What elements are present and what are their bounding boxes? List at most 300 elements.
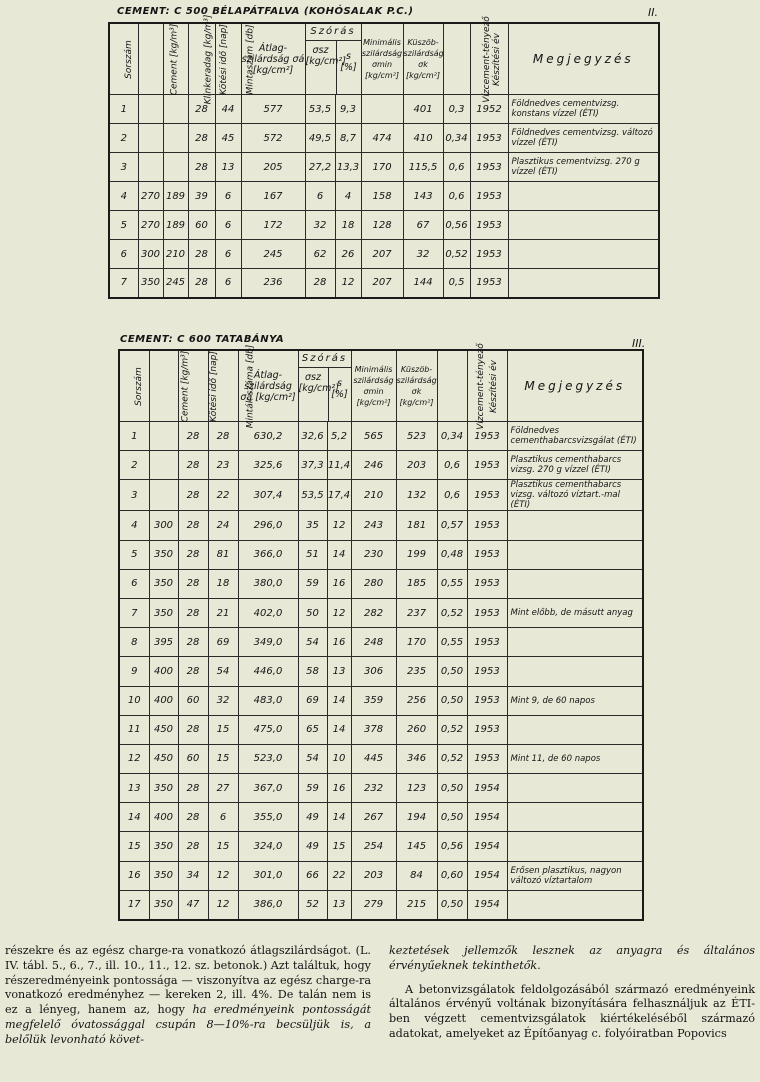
hdr-minimalis: Minimális szilárdság σmin [kg/cm²] [351, 350, 396, 422]
table-cell: 35 [298, 511, 327, 540]
table-cell: 1952 [470, 95, 508, 124]
table-cell: 207 [361, 240, 403, 269]
hdr-minimalis: Minimális szilárdság σmin [kg/cm²] [361, 23, 403, 95]
hdr-koteskor: Kötési idő [nap] [178, 350, 208, 422]
table-cell: 300 [138, 240, 163, 269]
remark-cell: Plasztikus cementhabarcs vizsg. változó víztart.-mal (ÉTI) [507, 480, 643, 511]
remark-cell [507, 628, 643, 657]
table-cell: 5 [119, 540, 149, 569]
table-cell: 1953 [467, 540, 507, 569]
table-cell: 350 [149, 861, 178, 890]
table-cell: 386,0 [238, 890, 298, 919]
table-cell: 22 [208, 480, 238, 511]
table2-header-row [109, 23, 659, 95]
table-cell: 256 [396, 686, 437, 715]
table-cell: 28 [178, 598, 208, 627]
table-cell: 12 [335, 269, 361, 298]
table-cell: 12 [119, 744, 149, 773]
remark-cell: Plasztikus cementvizsg. 270 g vízzel (ÉTI) [508, 153, 659, 182]
table-cell: 245 [163, 269, 188, 298]
table-cell: 1953 [470, 240, 508, 269]
table-cell: 1953 [467, 451, 507, 480]
table-cell: 1953 [467, 511, 507, 540]
table-cell: 0,6 [443, 153, 470, 182]
table-cell: 14 [327, 686, 351, 715]
table-cell: 15 [119, 832, 149, 861]
table-cell: 13 [119, 774, 149, 803]
table-cell: 445 [351, 744, 396, 773]
table-cell: 28 [178, 511, 208, 540]
table-cell: 1953 [467, 628, 507, 657]
table-cell: 565 [351, 422, 396, 451]
table-cell: 410 [403, 124, 443, 153]
table-cell [149, 480, 178, 511]
remark-cell: Erősen plasztikus, nagyon változó víztartalom [507, 861, 643, 890]
table-cell: 301,0 [238, 861, 298, 890]
table-row [109, 124, 659, 153]
table-cell: 577 [241, 95, 305, 124]
remark-cell [507, 511, 643, 540]
table-cell: 3 [109, 153, 138, 182]
table-cell: 0,52 [443, 240, 470, 269]
table-cell: 167 [241, 182, 305, 211]
table-cell: 28 [208, 422, 238, 451]
table-cell: 5,2 [327, 422, 351, 451]
hdr-cement: Cement [kg/m³] [149, 350, 178, 422]
table-cell: 8 [119, 628, 149, 657]
table-cell: 15 [208, 832, 238, 861]
table-cell [163, 153, 188, 182]
table-cell: 523 [396, 422, 437, 451]
table-cell: 54 [298, 744, 327, 773]
table-cell: 2 [119, 451, 149, 480]
table-cell: 194 [396, 803, 437, 832]
table-cell: 12 [327, 598, 351, 627]
table-row [119, 657, 643, 686]
table-cell: 324,0 [238, 832, 298, 861]
hdr-mintaszam: Minták száma [db] [208, 350, 238, 422]
table-cell: 0,60 [437, 861, 467, 890]
table-cell: 16 [327, 628, 351, 657]
table-cell: 6 [119, 569, 149, 598]
table-cell [138, 153, 163, 182]
table3-body [119, 422, 643, 920]
table-cell: 401 [403, 95, 443, 124]
remark-cell [507, 832, 643, 861]
table-cell: 0,52 [437, 598, 467, 627]
table-cell: 170 [361, 153, 403, 182]
table-cell: 0,34 [437, 422, 467, 451]
remark-cell: Mint 11, de 60 napos [507, 744, 643, 773]
hdr-szoras: Szórás σsz [kg/cm²] s [%] [298, 350, 351, 422]
table-row [119, 540, 643, 569]
table-cell: 32 [403, 240, 443, 269]
table3-number: III. [632, 337, 646, 350]
table-row [119, 832, 643, 861]
table-cell: 13 [327, 890, 351, 919]
table-cell: 4 [119, 511, 149, 540]
table-cell: 143 [403, 182, 443, 211]
remark-cell [507, 774, 643, 803]
table-row [119, 744, 643, 773]
table-cell: 210 [351, 480, 396, 511]
table-cell: 6 [215, 240, 241, 269]
table-cell: 350 [149, 540, 178, 569]
hdr-keszitesi: Készítési év [470, 23, 508, 95]
table-cell: 45 [215, 124, 241, 153]
table-cell: 28 [188, 240, 215, 269]
table-cell: 28 [178, 832, 208, 861]
table-cell: 6 [215, 182, 241, 211]
table-cell: 400 [149, 657, 178, 686]
table-cell: 65 [298, 715, 327, 744]
table-cell: 11,4 [327, 451, 351, 480]
table-cell: 0,50 [437, 774, 467, 803]
table-cell: 280 [351, 569, 396, 598]
table-cell: 44 [215, 95, 241, 124]
table-cell: 14 [327, 715, 351, 744]
table-cell: 0,6 [443, 182, 470, 211]
table-cell: 28 [188, 153, 215, 182]
table-cell: 17,4 [327, 480, 351, 511]
table-cell: 0,6 [437, 480, 467, 511]
table-cell: 14 [327, 540, 351, 569]
table-cell: 0,56 [443, 211, 470, 240]
hdr-szoras-abs: σsz [kg/cm²] [299, 368, 329, 421]
table-row [109, 211, 659, 240]
table-cell: 402,0 [238, 598, 298, 627]
remark-cell: Földnedves cementvizsg. változó vízzel (ÉTI) [508, 124, 659, 153]
table-row [119, 511, 643, 540]
table-cell: 9 [119, 657, 149, 686]
table-cell: 14 [119, 803, 149, 832]
table-cell: 170 [396, 628, 437, 657]
hdr-szoras-pct: s [%] [340, 51, 357, 73]
table-cell: 14 [327, 803, 351, 832]
table-cell: 24 [208, 511, 238, 540]
table-cell: 0,50 [437, 686, 467, 715]
remark-cell [508, 240, 659, 269]
table-cell: 59 [298, 569, 327, 598]
table-cell: 22 [327, 861, 351, 890]
remark-cell [507, 540, 643, 569]
table-cell: 215 [396, 890, 437, 919]
table-cell: 37,3 [298, 451, 327, 480]
table-cell: 366,0 [238, 540, 298, 569]
table-cell: 28 [305, 269, 335, 298]
table-cell: 16 [327, 569, 351, 598]
table-cell: 237 [396, 598, 437, 627]
table2-number: II. [648, 6, 658, 19]
table-row [119, 715, 643, 744]
remark-cell [507, 657, 643, 686]
paragraph-left: részekre és az egész charge-ra vonatkozó átlagszilárdságot. (L. IV. tábl. 5., 6., 7., ill. 10., 11., 12. sz. betonok.) Azt találtuk, hogy részeredményeink pontossága — viszonyítva az egész charge-ra vonatkozó eredményhez — kereken 2, ill. 4%. De talán nem is ez a lényeg, hanem az, hogy ha eredményeink pontosságát megfelelő óvatossággal csupán 8—10%-ra becsüljük is, a belőlük levonható követ- [5, 944, 371, 1046]
table-cell: 230 [351, 540, 396, 569]
table2-title: CEMENT: C 500 BÉLAPÁTFALVA (KOHÓSALAK P.C.) [117, 6, 414, 17]
table-cell: 300 [149, 511, 178, 540]
table-cell: 28 [178, 774, 208, 803]
table-cell: 21 [208, 598, 238, 627]
table-cell: 115,5 [403, 153, 443, 182]
table-cell: 235 [396, 657, 437, 686]
table-cell: 15 [208, 744, 238, 773]
table-row [119, 598, 643, 627]
table-cell: 69 [298, 686, 327, 715]
table-cell: 0,6 [437, 451, 467, 480]
table-cell: 0,34 [443, 124, 470, 153]
table-cell: 378 [351, 715, 396, 744]
hdr-mintaszam: Mintaszám [db] [215, 23, 241, 95]
table-cell: 60 [178, 744, 208, 773]
table-cell: 4 [109, 182, 138, 211]
table-cell: 81 [208, 540, 238, 569]
table-cell: 158 [361, 182, 403, 211]
table-row [109, 95, 659, 124]
table-cell: 28 [178, 803, 208, 832]
table-cell: 367,0 [238, 774, 298, 803]
remark-cell: Földnedves cementhabarcsvizsgálat (ÉTI) [507, 422, 643, 451]
remark-cell [508, 211, 659, 240]
table-cell: 446,0 [238, 657, 298, 686]
table-cell: 47 [178, 890, 208, 919]
table-cell: 54 [298, 628, 327, 657]
remark-cell [507, 569, 643, 598]
table-cell: 6 [215, 269, 241, 298]
hdr-koteskor: Kötési idő [nap] [188, 23, 215, 95]
table-cell: 32 [305, 211, 335, 240]
table-cell: 1953 [470, 153, 508, 182]
table-cell: 69 [208, 628, 238, 657]
table-cell: 39 [188, 182, 215, 211]
table-row [109, 153, 659, 182]
table-cell [149, 451, 178, 480]
hdr-vizcement: Vízcement-tényező [443, 23, 470, 95]
table2-body [109, 95, 659, 298]
table-cell: 232 [351, 774, 396, 803]
hdr-vizcement: Vízcement-tényező [437, 350, 467, 422]
remark-cell [507, 803, 643, 832]
table-cell: 8,7 [335, 124, 361, 153]
table-cell: 13 [215, 153, 241, 182]
table2 [108, 14, 660, 299]
table-cell: 28 [178, 422, 208, 451]
table3-header-row [119, 350, 643, 422]
table-cell: 15 [208, 715, 238, 744]
table-cell: 350 [149, 890, 178, 919]
table-cell: 248 [351, 628, 396, 657]
hdr-cement: Cement [kg/m³] [138, 23, 163, 95]
table-cell: 12 [327, 511, 351, 540]
table-cell: 67 [403, 211, 443, 240]
table-cell: 51 [298, 540, 327, 569]
table-cell: 0,5 [443, 269, 470, 298]
table-cell: 28 [178, 540, 208, 569]
table-cell: 1953 [467, 657, 507, 686]
remark-cell [507, 715, 643, 744]
table-cell: 210 [163, 240, 188, 269]
table-cell: 523,0 [238, 744, 298, 773]
table-cell: 279 [351, 890, 396, 919]
table-cell: 189 [163, 182, 188, 211]
table-cell: 9,3 [335, 95, 361, 124]
table-cell: 1953 [470, 124, 508, 153]
table3 [118, 343, 644, 921]
table3-title: CEMENT: C 600 TATABÁNYA [120, 334, 285, 345]
table-cell: 260 [396, 715, 437, 744]
table-cell: 1954 [467, 832, 507, 861]
table-cell: 32 [208, 686, 238, 715]
table-cell: 270 [138, 182, 163, 211]
table-cell: 12 [208, 861, 238, 890]
table-cell: 246 [351, 451, 396, 480]
table-cell: 1 [119, 422, 149, 451]
hdr-szoras-abs: σsz [kg/cm²] [306, 41, 337, 94]
table-cell: 205 [241, 153, 305, 182]
table-cell: 15 [327, 832, 351, 861]
table-cell: 2 [109, 124, 138, 153]
table-row [119, 861, 643, 890]
remark-cell: Mint előbb, de másutt anyag [507, 598, 643, 627]
table-cell: 34 [178, 861, 208, 890]
hdr-szoras: Szórás σsz [kg/cm²] s [%] [305, 23, 361, 95]
table-cell: 0,55 [437, 628, 467, 657]
table-cell: 325,6 [238, 451, 298, 480]
table-cell: 16 [119, 861, 149, 890]
text-column-left [5, 944, 371, 1048]
table-cell: 254 [351, 832, 396, 861]
table-cell: 349,0 [238, 628, 298, 657]
table-cell [138, 95, 163, 124]
table-row [119, 451, 643, 480]
table-cell: 199 [396, 540, 437, 569]
table-cell: 172 [241, 211, 305, 240]
hdr-megjegyzes: Megjegyzés [508, 23, 659, 95]
table-cell [138, 124, 163, 153]
table-cell: 6 [208, 803, 238, 832]
table-cell: 1953 [467, 715, 507, 744]
table-row [119, 803, 643, 832]
table-row [109, 240, 659, 269]
table-cell: 7 [109, 269, 138, 298]
table-cell: 1953 [467, 598, 507, 627]
hdr-klinker: Klinkeradag [kg/m³] [163, 23, 188, 95]
table-cell: 380,0 [238, 569, 298, 598]
table-cell: 0,3 [443, 95, 470, 124]
table-cell: 350 [149, 569, 178, 598]
table-cell: 123 [396, 774, 437, 803]
table-cell: 27,2 [305, 153, 335, 182]
table-cell: 49,5 [305, 124, 335, 153]
table-row [119, 628, 643, 657]
table-cell [163, 124, 188, 153]
hdr-kuszob: Küszöb-szilárdság σk [kg/cm²] [403, 23, 443, 95]
table-cell: 4 [335, 182, 361, 211]
table-cell: 11 [119, 715, 149, 744]
table-cell: 28 [178, 569, 208, 598]
table-cell: 132 [396, 480, 437, 511]
table-cell: 54 [208, 657, 238, 686]
table-cell: 306 [351, 657, 396, 686]
table-cell: 66 [298, 861, 327, 890]
paragraph-right-2: A betonvizsgálatok feldolgozásából származó eredményeink általános érvényű voltának bizonyítására felhasználjuk az ÉTI-ben végzett cementvizsgálatok kiértékeléséből származó adatokat, amelyeket az Építőanyag c. folyóiratban Popovics [389, 982, 755, 1040]
table-cell: 28 [188, 124, 215, 153]
table-cell: 18 [208, 569, 238, 598]
table-cell [149, 422, 178, 451]
table-cell: 62 [305, 240, 335, 269]
hdr-atlag: Átlag-szilárdság σá [kg/cm²] [241, 23, 305, 95]
table-cell: 28 [178, 451, 208, 480]
table-cell: 60 [178, 686, 208, 715]
table-cell: 10 [119, 686, 149, 715]
table-cell: 450 [149, 744, 178, 773]
table-cell: 1953 [470, 269, 508, 298]
table-cell: 1953 [467, 422, 507, 451]
table-row [119, 480, 643, 511]
table-cell: 474 [361, 124, 403, 153]
table-cell: 0,48 [437, 540, 467, 569]
table-cell: 6 [305, 182, 335, 211]
table-cell: 6 [109, 240, 138, 269]
hdr-atlag: Átlag-szilárdság σá [kg/cm²] [238, 350, 298, 422]
table-cell: 28 [188, 269, 215, 298]
table-cell: 359 [351, 686, 396, 715]
table-row [119, 686, 643, 715]
table-cell: 245 [241, 240, 305, 269]
table-cell: 0,50 [437, 657, 467, 686]
table-cell: 10 [327, 744, 351, 773]
table-cell: 1954 [467, 774, 507, 803]
table-cell: 16 [327, 774, 351, 803]
table-cell: 1954 [467, 803, 507, 832]
table-cell: 17 [119, 890, 149, 919]
table-cell: 26 [335, 240, 361, 269]
table-cell: 49 [298, 832, 327, 861]
table-row [119, 890, 643, 919]
table-cell: 5 [109, 211, 138, 240]
table-cell: 12 [208, 890, 238, 919]
table-cell: 572 [241, 124, 305, 153]
table-cell: 1953 [470, 182, 508, 211]
table-cell: 483,0 [238, 686, 298, 715]
hdr-sorszam: Sorszám [109, 23, 138, 95]
table-cell: 128 [361, 211, 403, 240]
table-cell: 270 [138, 211, 163, 240]
remark-cell [507, 890, 643, 919]
table-row [119, 774, 643, 803]
remark-cell: Plasztikus cementhabarcs vizsg. 270 g vízzel (ÉTI) [507, 451, 643, 480]
table-cell: 203 [351, 861, 396, 890]
table-cell: 0,52 [437, 744, 467, 773]
table-cell: 0,52 [437, 715, 467, 744]
table-cell: 307,4 [238, 480, 298, 511]
table-cell: 3 [119, 480, 149, 511]
table-cell: 6 [215, 211, 241, 240]
table-cell: 18 [335, 211, 361, 240]
table-cell: 53,5 [305, 95, 335, 124]
table-cell: 145 [396, 832, 437, 861]
table-cell: 32,6 [298, 422, 327, 451]
table-row [119, 569, 643, 598]
table-cell: 13 [327, 657, 351, 686]
table-cell: 28 [188, 95, 215, 124]
table-cell: 282 [351, 598, 396, 627]
table-row [119, 422, 643, 451]
hdr-keszitesi: Készítési év [467, 350, 507, 422]
table-cell: 400 [149, 803, 178, 832]
table-cell: 1954 [467, 890, 507, 919]
table-cell: 13,3 [335, 153, 361, 182]
table-cell: 350 [149, 832, 178, 861]
